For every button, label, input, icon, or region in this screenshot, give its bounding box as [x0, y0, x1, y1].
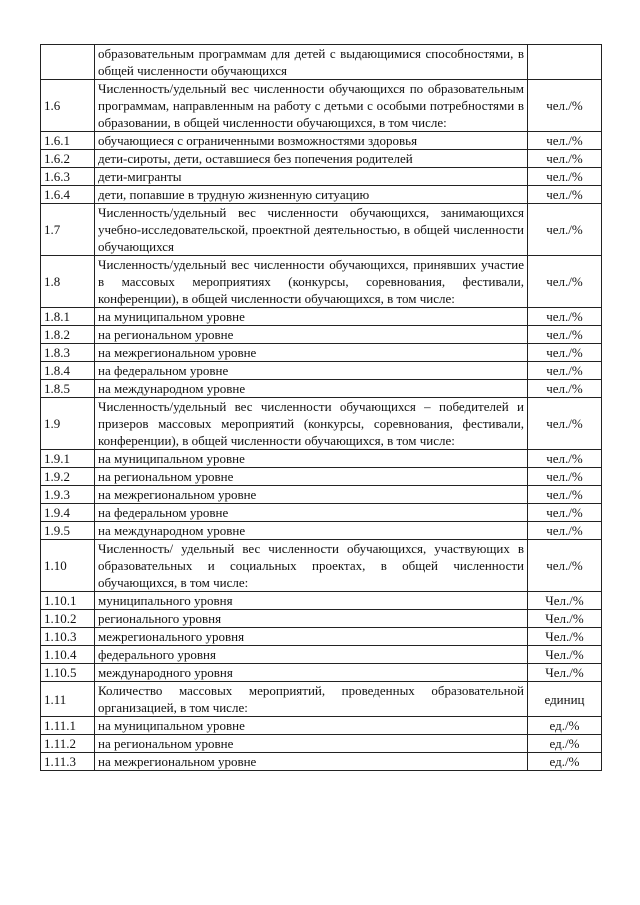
- table-row: [41, 540, 602, 592]
- indicator-description: на федеральном уровне: [95, 504, 528, 522]
- indicators-table: [40, 44, 602, 771]
- table-row: [41, 610, 602, 628]
- table-row: [41, 450, 602, 468]
- table-row: [41, 344, 602, 362]
- unit-of-measure: Чел./%: [528, 664, 602, 682]
- indicator-description: Численность/удельный вес численности обучающихся – победителей и призеров массовых мероприятий (конкурсы, соревнования, фестивали, конференции), в общей численности обучающихся, в том числе:: [95, 398, 528, 450]
- unit-of-measure: чел./%: [528, 80, 602, 132]
- row-number: 1.9.4: [41, 504, 95, 522]
- row-number: 1.9.1: [41, 450, 95, 468]
- row-number: 1.9.5: [41, 522, 95, 540]
- unit-of-measure: чел./%: [528, 540, 602, 592]
- indicator-description: на межрегиональном уровне: [95, 344, 528, 362]
- indicator-description: дети-сироты, дети, оставшиеся без попечения родителей: [95, 150, 528, 168]
- table-row: [41, 753, 602, 771]
- unit-of-measure: чел./%: [528, 256, 602, 308]
- indicator-description: на межрегиональном уровне: [95, 753, 528, 771]
- table-row: [41, 664, 602, 682]
- table-row: [41, 735, 602, 753]
- unit-of-measure: чел./%: [528, 186, 602, 204]
- indicator-description: на региональном уровне: [95, 735, 528, 753]
- indicator-description: на международном уровне: [95, 522, 528, 540]
- row-number: 1.11: [41, 682, 95, 717]
- indicator-description: на муниципальном уровне: [95, 308, 528, 326]
- unit-of-measure: ед./%: [528, 735, 602, 753]
- table-row: [41, 717, 602, 735]
- indicator-description: дети-мигранты: [95, 168, 528, 186]
- unit-of-measure: чел./%: [528, 344, 602, 362]
- table-row: [41, 486, 602, 504]
- indicator-description: Численность/ удельный вес численности обучающихся, участвующих в образовательных и социальных проектах, в общей численности обучающихся, в том числе:: [95, 540, 528, 592]
- table-row: [41, 132, 602, 150]
- indicators-table-body: [41, 45, 602, 771]
- unit-of-measure: чел./%: [528, 362, 602, 380]
- unit-of-measure: Чел./%: [528, 646, 602, 664]
- unit-of-measure: чел./%: [528, 326, 602, 344]
- table-row: [41, 256, 602, 308]
- indicator-description: на региональном уровне: [95, 326, 528, 344]
- table-row: [41, 398, 602, 450]
- row-number: 1.8.5: [41, 380, 95, 398]
- row-number: 1.9.2: [41, 468, 95, 486]
- indicator-description: Численность/удельный вес численности обучающихся, занимающихся учебно-исследовательской, проектной деятельностью, в общей численности обучающихся: [95, 204, 528, 256]
- indicator-description: на региональном уровне: [95, 468, 528, 486]
- table-row: [41, 150, 602, 168]
- row-number: 1.10: [41, 540, 95, 592]
- indicator-description: Количество массовых мероприятий, проведенных образовательной организацией, в том числе:: [95, 682, 528, 717]
- row-number: 1.6.3: [41, 168, 95, 186]
- row-number: 1.10.5: [41, 664, 95, 682]
- table-row: [41, 628, 602, 646]
- unit-of-measure: ед./%: [528, 717, 602, 735]
- unit-of-measure: чел./%: [528, 504, 602, 522]
- row-number: 1.7: [41, 204, 95, 256]
- table-row: [41, 646, 602, 664]
- table-row: [41, 186, 602, 204]
- unit-of-measure: чел./%: [528, 204, 602, 256]
- unit-of-measure: чел./%: [528, 150, 602, 168]
- unit-of-measure: чел./%: [528, 398, 602, 450]
- indicator-description: международного уровня: [95, 664, 528, 682]
- unit-of-measure: ед./%: [528, 753, 602, 771]
- row-number: 1.6.2: [41, 150, 95, 168]
- row-number: 1.10.1: [41, 592, 95, 610]
- row-number: [41, 45, 95, 80]
- indicator-description: регионального уровня: [95, 610, 528, 628]
- row-number: 1.9.3: [41, 486, 95, 504]
- row-number: 1.8.1: [41, 308, 95, 326]
- indicator-description: Численность/удельный вес численности обучающихся по образовательным программам, направленным на работу с детьми с особыми потребностями в образовании, в общей численности обучающихся, в том числе:: [95, 80, 528, 132]
- table-row: [41, 45, 602, 80]
- indicator-description: на федеральном уровне: [95, 362, 528, 380]
- row-number: 1.6.4: [41, 186, 95, 204]
- table-row: [41, 80, 602, 132]
- indicator-description: на муниципальном уровне: [95, 717, 528, 735]
- indicator-description: Численность/удельный вес численности обучающихся, принявших участие в массовых мероприятиях (конкурсы, соревнования, фестивали, конференции), в общей численности обучающихся, в том числе:: [95, 256, 528, 308]
- table-row: [41, 308, 602, 326]
- unit-of-measure: чел./%: [528, 380, 602, 398]
- unit-of-measure: чел./%: [528, 486, 602, 504]
- unit-of-measure: чел./%: [528, 308, 602, 326]
- unit-of-measure: Чел./%: [528, 610, 602, 628]
- indicator-description: образовательным программам для детей с выдающимися способностями, в общей численности обучающихся: [95, 45, 528, 80]
- table-row: [41, 380, 602, 398]
- unit-of-measure: единиц: [528, 682, 602, 717]
- row-number: 1.10.2: [41, 610, 95, 628]
- unit-of-measure: чел./%: [528, 522, 602, 540]
- row-number: 1.8.3: [41, 344, 95, 362]
- table-row: [41, 362, 602, 380]
- row-number: 1.11.3: [41, 753, 95, 771]
- unit-of-measure: Чел./%: [528, 628, 602, 646]
- row-number: 1.8.4: [41, 362, 95, 380]
- row-number: 1.8.2: [41, 326, 95, 344]
- table-row: [41, 468, 602, 486]
- unit-of-measure: чел./%: [528, 468, 602, 486]
- row-number: 1.11.2: [41, 735, 95, 753]
- indicator-description: на муниципальном уровне: [95, 450, 528, 468]
- row-number: 1.6: [41, 80, 95, 132]
- indicator-description: на межрегиональном уровне: [95, 486, 528, 504]
- row-number: 1.11.1: [41, 717, 95, 735]
- indicator-description: федерального уровня: [95, 646, 528, 664]
- indicator-description: муниципального уровня: [95, 592, 528, 610]
- table-row: [41, 522, 602, 540]
- table-row: [41, 168, 602, 186]
- table-row: [41, 326, 602, 344]
- unit-of-measure: [528, 45, 602, 80]
- row-number: 1.10.3: [41, 628, 95, 646]
- row-number: 1.10.4: [41, 646, 95, 664]
- indicator-description: дети, попавшие в трудную жизненную ситуацию: [95, 186, 528, 204]
- unit-of-measure: Чел./%: [528, 592, 602, 610]
- indicators-table-wrapper: [40, 44, 602, 771]
- table-row: [41, 592, 602, 610]
- row-number: 1.9: [41, 398, 95, 450]
- indicator-description: межрегионального уровня: [95, 628, 528, 646]
- table-row: [41, 504, 602, 522]
- indicator-description: на международном уровне: [95, 380, 528, 398]
- unit-of-measure: чел./%: [528, 450, 602, 468]
- indicator-description: обучающиеся с ограниченными возможностями здоровья: [95, 132, 528, 150]
- row-number: 1.8: [41, 256, 95, 308]
- table-row: [41, 204, 602, 256]
- row-number: 1.6.1: [41, 132, 95, 150]
- unit-of-measure: чел./%: [528, 132, 602, 150]
- unit-of-measure: чел./%: [528, 168, 602, 186]
- table-row: [41, 682, 602, 717]
